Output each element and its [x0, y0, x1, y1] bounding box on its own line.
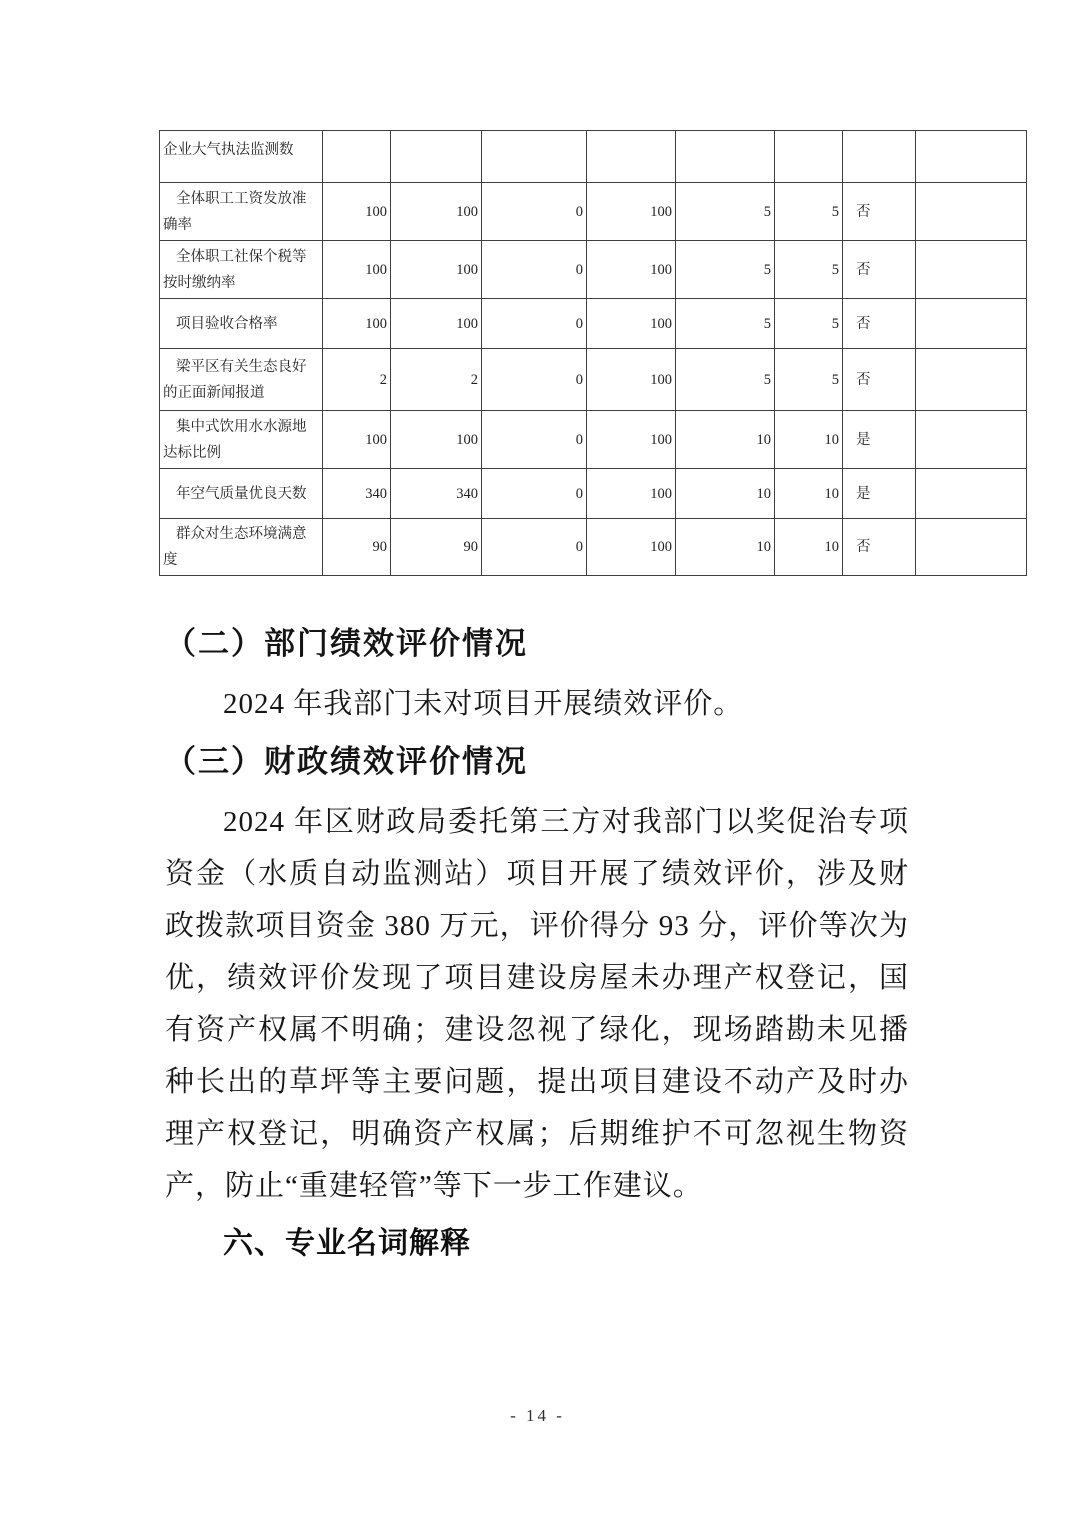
value-cell: 10	[775, 519, 843, 576]
value-cell: 100	[587, 299, 676, 349]
indicator-label-cell: 企业大气执法监测数	[160, 131, 323, 183]
value-cell	[391, 131, 482, 183]
flag-cell: 是	[843, 469, 916, 519]
value-cell: 5	[676, 183, 775, 241]
value-cell: 100	[587, 411, 676, 469]
paragraph-dept-evaluation: 2024 年我部门未对项目开展绩效评价。	[223, 688, 744, 720]
value-cell: 100	[323, 411, 391, 469]
value-cell: 100	[323, 183, 391, 241]
table-row	[160, 519, 1027, 576]
value-cell	[482, 131, 587, 183]
value-cell: 100	[587, 469, 676, 519]
table-row	[160, 299, 1027, 349]
table-row	[160, 131, 1027, 183]
value-cell: 100	[587, 519, 676, 576]
value-cell: 100	[391, 411, 482, 469]
empty-cell	[916, 241, 1027, 299]
indicator-label-cell: 全体职工工资发放准确率	[160, 183, 323, 241]
value-cell: 100	[587, 183, 676, 241]
value-cell: 100	[587, 241, 676, 299]
value-cell	[587, 131, 676, 183]
value-cell: 0	[482, 411, 587, 469]
section-heading-fiscal-evaluation: （三）财政绩效评价情况	[165, 744, 528, 779]
empty-cell	[916, 519, 1027, 576]
indicator-label-cell: 项目验收合格率	[160, 299, 323, 349]
value-cell: 5	[775, 299, 843, 349]
value-cell: 340	[323, 469, 391, 519]
flag-cell: 否	[843, 241, 916, 299]
value-cell: 0	[482, 299, 587, 349]
indicator-label-cell: 集中式饮用水水源地达标比例	[160, 411, 323, 469]
value-cell: 0	[482, 241, 587, 299]
empty-cell	[916, 349, 1027, 411]
value-cell: 100	[391, 299, 482, 349]
indicator-label-cell: 群众对生态环境满意度	[160, 519, 323, 576]
value-cell	[323, 131, 391, 183]
value-cell: 0	[482, 349, 587, 411]
value-cell: 5	[775, 241, 843, 299]
value-cell: 10	[775, 411, 843, 469]
indicator-label-cell: 梁平区有关生态良好的正面新闻报道	[160, 349, 323, 411]
table-row	[160, 411, 1027, 469]
page-number: - 14 -	[510, 1406, 565, 1425]
value-cell: 0	[482, 469, 587, 519]
flag-cell: 否	[843, 349, 916, 411]
value-cell	[775, 131, 843, 183]
value-cell: 2	[323, 349, 391, 411]
value-cell: 100	[323, 241, 391, 299]
value-cell: 10	[676, 519, 775, 576]
flag-cell: 否	[843, 299, 916, 349]
paragraph-fiscal-evaluation: 2024 年区财政局委托第三方对我部门以奖促治专项资金（水质自动监测站）项目开展了绩效评价，涉及财政拨款项目资金 380 万元，评价得分 93 分，评价等次为优，绩效评价发现了项目建设房屋未办理产权登记，国有资产权属不明确；建设忽视了绿化，现场踏勘未见播种长出的草坪等主要问题，提出项目建设不动产及时办理产权登记，明确资产权属；后期维护不可忽视生物资产，防止“重建轻管”等下一步工作建议。	[165, 806, 909, 1202]
value-cell: 2	[391, 349, 482, 411]
value-cell: 340	[391, 469, 482, 519]
indicator-label-cell: 年空气质量优良天数	[160, 469, 323, 519]
value-cell: 100	[587, 349, 676, 411]
flag-cell	[843, 131, 916, 183]
text-block	[165, 618, 909, 1270]
table-row	[160, 469, 1027, 519]
section-heading-dept-evaluation: （二）部门绩效评价情况	[165, 626, 528, 661]
value-cell: 10	[676, 469, 775, 519]
value-cell: 100	[391, 241, 482, 299]
table-row	[160, 183, 1027, 241]
table-row	[160, 241, 1027, 299]
table-body	[160, 131, 1027, 576]
empty-cell	[916, 131, 1027, 183]
value-cell: 0	[482, 183, 587, 241]
value-cell: 90	[391, 519, 482, 576]
value-cell: 0	[482, 519, 587, 576]
table-row	[160, 349, 1027, 411]
performance-indicator-table	[159, 130, 1027, 576]
value-cell: 10	[676, 411, 775, 469]
empty-cell	[916, 299, 1027, 349]
value-cell: 100	[391, 183, 482, 241]
empty-cell	[916, 411, 1027, 469]
flag-cell: 否	[843, 519, 916, 576]
flag-cell: 否	[843, 183, 916, 241]
value-cell: 10	[775, 469, 843, 519]
value-cell: 5	[676, 349, 775, 411]
value-cell: 5	[775, 349, 843, 411]
section-heading-terminology: 六、专业名词解释	[223, 1227, 471, 1260]
value-cell: 90	[323, 519, 391, 576]
value-cell: 5	[676, 241, 775, 299]
empty-cell	[916, 469, 1027, 519]
value-cell: 5	[676, 299, 775, 349]
flag-cell: 是	[843, 411, 916, 469]
indicator-label-cell: 全体职工社保个税等按时缴纳率	[160, 241, 323, 299]
value-cell: 100	[323, 299, 391, 349]
empty-cell	[916, 183, 1027, 241]
value-cell: 5	[775, 183, 843, 241]
value-cell	[676, 131, 775, 183]
